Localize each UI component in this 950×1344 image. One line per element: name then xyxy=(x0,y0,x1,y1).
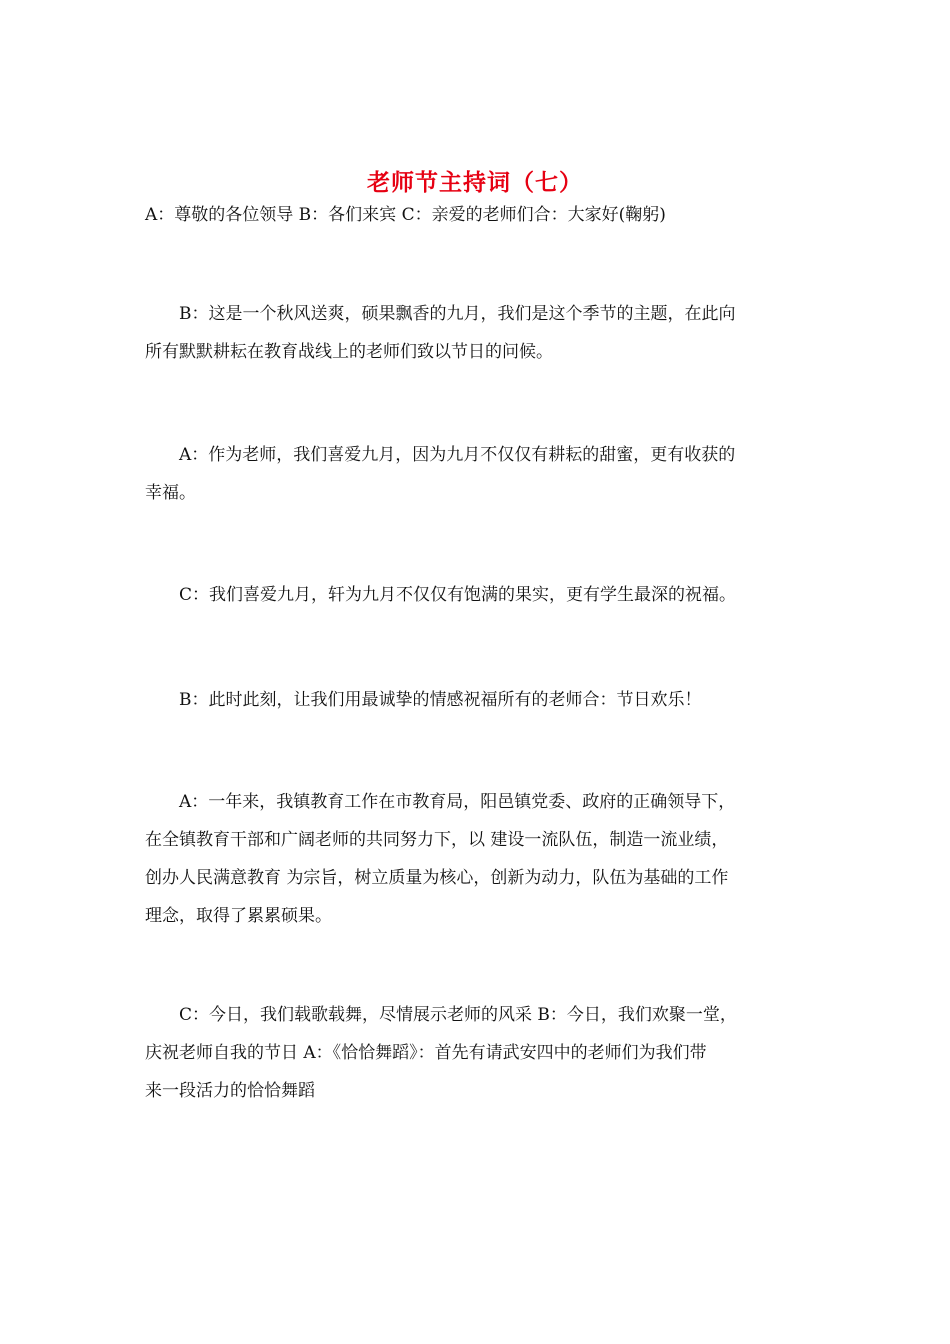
paragraph-b-intro xyxy=(145,295,805,371)
paragraph-greeting xyxy=(145,196,805,234)
paragraph-line: 创办人民满意教育 为宗旨，树立质量为核心，创新为动力，队伍为基础的工作 xyxy=(145,868,729,888)
paragraph-line: A：尊敬的各位领导 B：各们来宾 C：亲爱的老师们合：大家好(鞠躬) xyxy=(145,205,666,225)
paragraph-line: 理念，取得了累累硕果。 xyxy=(145,906,332,926)
paragraph-line: A：一年来，我镇教育工作在市教育局，阳邑镇党委、政府的正确领导下， xyxy=(179,792,736,812)
paragraph-a-achievements xyxy=(145,783,805,935)
paragraph-line: B：此时此刻，让我们用最诚挚的情感祝福所有的老师合：节日欢乐！ xyxy=(179,690,702,710)
paragraph-line: 庆祝老师自我的节日 A：《恰恰舞蹈》：首先有请武安四中的老师们为我们带 xyxy=(145,1043,707,1063)
paragraph-line: 所有默默耕耘在教育战线上的老师们致以节日的问候。 xyxy=(145,342,553,362)
paragraph-c-dance xyxy=(145,996,805,1110)
paragraph-line: 幸福。 xyxy=(145,483,196,503)
paragraph-line: B：这是一个秋风送爽，硕果飘香的九月，我们是这个季节的主题，在此向 xyxy=(179,304,736,324)
paragraph-a-september xyxy=(145,436,805,512)
paragraph-b-wishes xyxy=(145,681,805,719)
paragraph-line: 来一段活力的恰恰舞蹈 xyxy=(145,1081,315,1101)
paragraph-line: C：我们喜爱九月，轩为九月不仅仅有饱满的果实，更有学生最深的祝福。 xyxy=(179,585,737,605)
page-title: 老师节主持词（七） xyxy=(367,169,583,197)
paragraph-c-september xyxy=(145,576,805,614)
paragraph-line: A：作为老师，我们喜爱九月，因为九月不仅仅有耕耘的甜蜜，更有收获的 xyxy=(179,445,736,465)
paragraph-line: 在全镇教育干部和广阔老师的共同努力下，以 建设一流队伍，制造一流业绩， xyxy=(145,830,729,850)
paragraph-line: C：今日，我们载歌载舞，尽情展示老师的风采 B：今日，我们欢聚一堂， xyxy=(179,1005,737,1025)
